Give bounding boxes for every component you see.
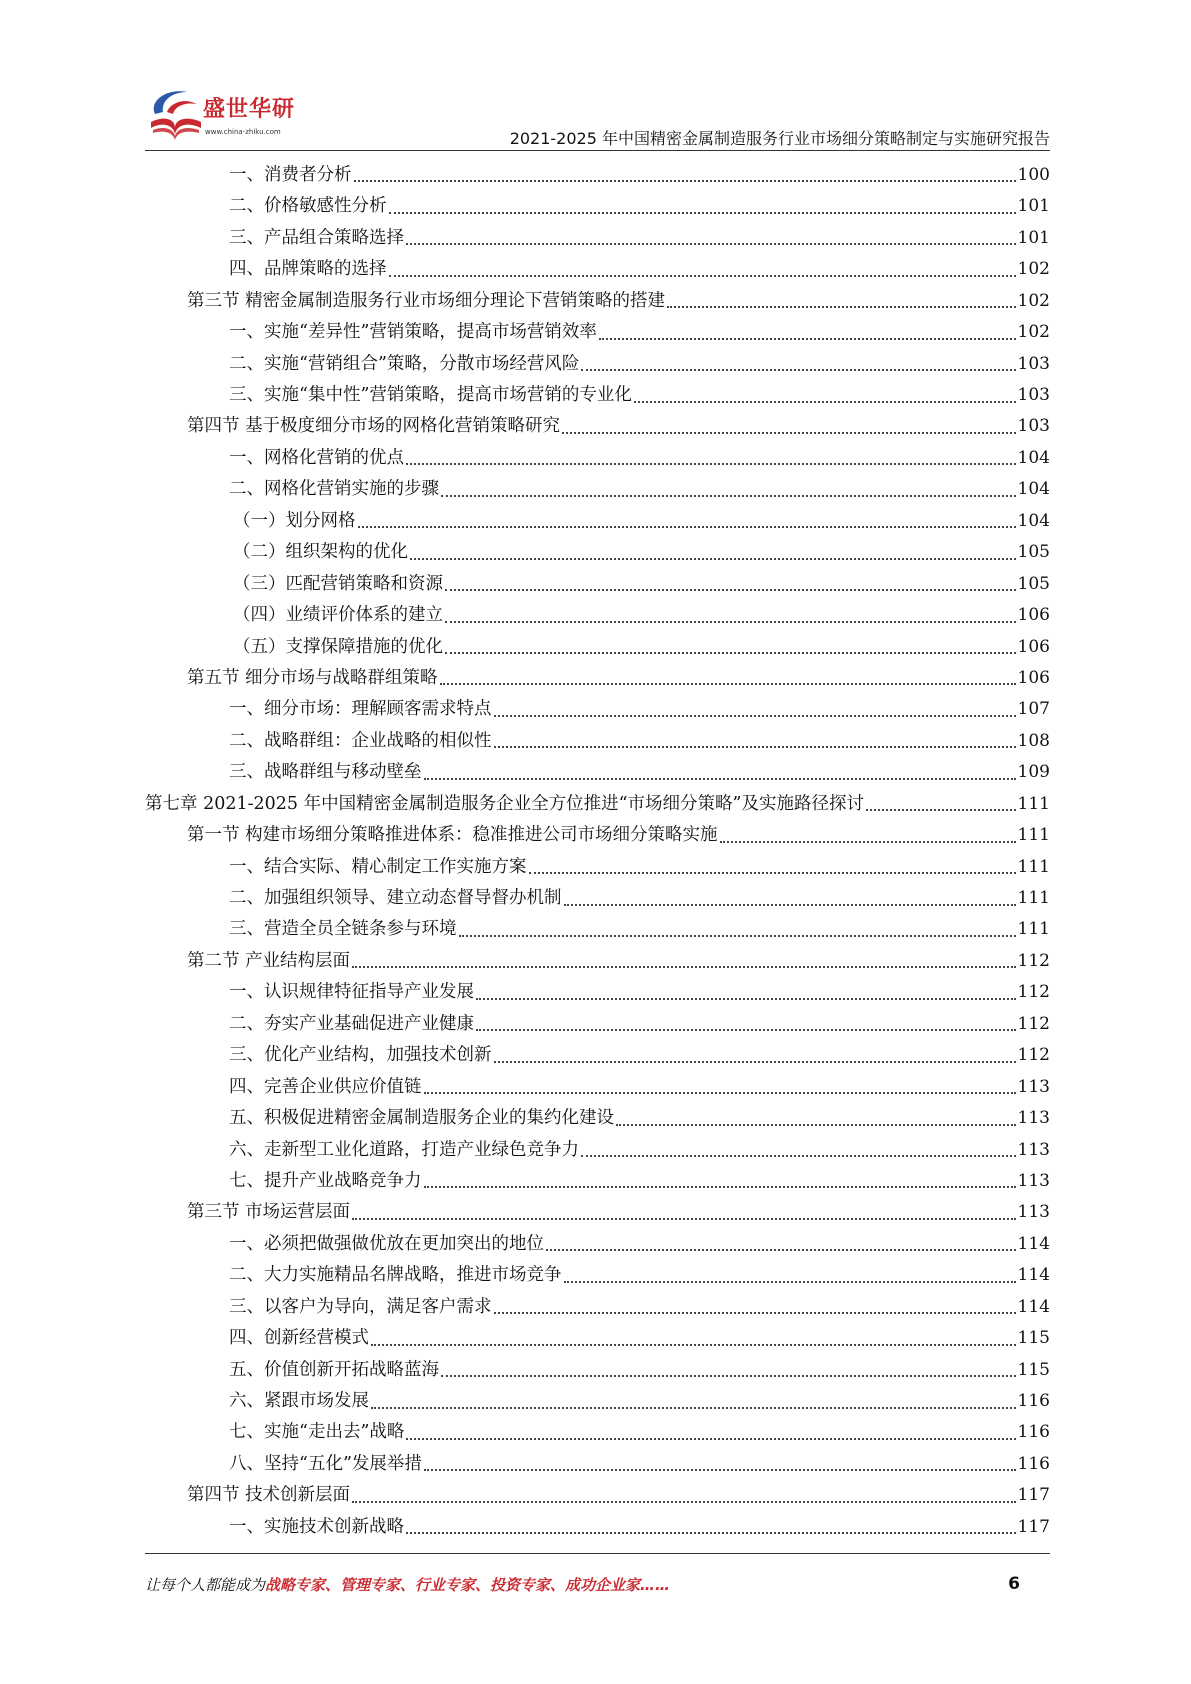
toc-entry-label: 二、战略群组：企业战略的相似性 <box>229 730 492 751</box>
toc-entry-page: 101 <box>1017 196 1050 217</box>
toc-leader-dots <box>476 1029 1016 1031</box>
page-footer <box>145 1574 1050 1600</box>
toc-entry-label: 一、实施技术创新战略 <box>229 1516 404 1537</box>
toc-leader-dots <box>371 1407 1016 1409</box>
toc-entry-page: 111 <box>1017 825 1050 846</box>
toc-entry-label: 三、产品组合策略选择 <box>229 227 404 248</box>
toc-entry[interactable] <box>145 694 1050 725</box>
toc-entry-page: 102 <box>1017 322 1050 343</box>
toc-entry-label: 二、网格化营销实施的步骤 <box>229 479 439 500</box>
toc-entry-label: 第一节 构建市场细分策略推进体系：稳准推进公司市场细分策略实施 <box>187 825 718 846</box>
toc-entry-page: 103 <box>1017 353 1050 374</box>
toc-entry-label: 二、大力实施精品名牌战略，推进市场竞争 <box>229 1265 562 1286</box>
toc-entry-label: （一）划分网格 <box>233 510 356 531</box>
toc-entry[interactable] <box>145 632 1050 663</box>
toc-entry[interactable] <box>145 1260 1050 1291</box>
toc-entry[interactable] <box>145 915 1050 946</box>
toc-entry-page: 114 <box>1017 1233 1050 1254</box>
toc-entry[interactable] <box>145 820 1050 851</box>
toc-entry-label: 第四节 技术创新层面 <box>187 1485 351 1506</box>
toc-entry[interactable] <box>145 191 1050 222</box>
toc-leader-dots <box>494 746 1016 748</box>
toc-entry-label: （三）匹配营销策略和资源 <box>233 573 443 594</box>
toc-entry-page: 113 <box>1017 1202 1050 1223</box>
toc-entry[interactable] <box>145 1418 1050 1449</box>
report-title: 2021-2025 年中国精密金属制造服务行业市场细分策略制定与实施研究报告 <box>509 129 1050 148</box>
toc-entry[interactable] <box>145 1072 1050 1103</box>
toc-leader-dots <box>424 778 1016 780</box>
toc-entry-label: 五、价值创新开拓战略蓝海 <box>229 1359 439 1380</box>
toc-entry-label: 二、加强组织领导、建立动态督导督办机制 <box>229 888 562 909</box>
toc-entry[interactable] <box>145 1166 1050 1197</box>
toc-entry-label: 三、优化产业结构，加强技术创新 <box>229 1045 492 1066</box>
toc-leader-dots <box>581 1155 1016 1157</box>
toc-entry[interactable] <box>145 1229 1050 1260</box>
toc-entry-label: 二、夯实产业基础促进产业健康 <box>229 1013 474 1034</box>
toc-entry-label: 一、实施“差异性”营销策略，提高市场营销效率 <box>229 322 597 343</box>
toc-entry-label: 四、品牌策略的选择 <box>229 259 387 280</box>
toc-entry-label: 二、价格敏感性分析 <box>229 196 387 217</box>
toc-entry-page: 111 <box>1017 856 1050 877</box>
toc-leader-dots <box>354 180 1016 182</box>
toc-leader-dots <box>406 243 1016 245</box>
toc-entry[interactable] <box>145 946 1050 977</box>
toc-leader-dots <box>440 683 1016 685</box>
toc-entry-page: 112 <box>1017 1013 1050 1034</box>
toc-entry[interactable] <box>145 1292 1050 1323</box>
company-logo <box>145 84 305 146</box>
toc-entry[interactable] <box>145 223 1050 254</box>
toc-leader-dots <box>866 809 1016 811</box>
page-header <box>145 78 1050 148</box>
toc-leader-dots <box>546 1249 1016 1251</box>
toc-entry-label: 第五节 细分市场与战略群组策略 <box>187 667 438 688</box>
toc-entry[interactable] <box>145 160 1050 191</box>
toc-entry-label: （四）业绩评价体系的建立 <box>233 605 443 626</box>
toc-leader-dots <box>352 966 1015 968</box>
toc-entry[interactable] <box>145 1386 1050 1417</box>
toc-leader-dots <box>371 1344 1016 1346</box>
toc-entry-label: 第三节 市场运营层面 <box>187 1202 351 1223</box>
toc-entry-page: 112 <box>1017 950 1050 971</box>
toc-leader-dots <box>406 463 1016 465</box>
toc-entry-label: 四、完善企业供应价值链 <box>229 1076 422 1097</box>
toc-entry-page: 107 <box>1017 699 1050 720</box>
toc-entry[interactable] <box>145 1355 1050 1386</box>
toc-entry-page: 101 <box>1017 227 1050 248</box>
toc-entry[interactable] <box>145 1449 1050 1480</box>
toc-entry[interactable] <box>145 506 1050 537</box>
toc-leader-dots <box>352 1218 1015 1220</box>
toc-entry-page: 117 <box>1017 1516 1050 1537</box>
toc-entry-page: 112 <box>1017 1045 1050 1066</box>
toc-leader-dots <box>358 526 1016 528</box>
toc-entry[interactable] <box>145 1040 1050 1071</box>
toc-entry-label: 一、认识规律特征指导产业发展 <box>229 982 474 1003</box>
toc-entry-page: 102 <box>1017 290 1050 311</box>
toc-leader-dots <box>599 338 1016 340</box>
toc-entry[interactable] <box>145 286 1050 317</box>
toc-entry[interactable] <box>145 1135 1050 1166</box>
toc-entry-page: 104 <box>1017 510 1050 531</box>
toc-entry[interactable] <box>145 852 1050 883</box>
toc-entry-page: 117 <box>1017 1485 1050 1506</box>
toc-entry-label: （五）支撑保障措施的优化 <box>233 636 443 657</box>
toc-leader-dots <box>529 872 1016 874</box>
toc-entry[interactable] <box>145 1480 1050 1511</box>
toc-leader-dots <box>389 275 1016 277</box>
toc-leader-dots <box>406 1532 1016 1534</box>
toc-entry-page: 100 <box>1017 164 1050 185</box>
toc-entry[interactable] <box>145 600 1050 631</box>
table-of-contents <box>145 160 1050 1543</box>
toc-entry-label: 六、紧跟市场发展 <box>229 1391 369 1412</box>
toc-entry[interactable] <box>145 412 1050 443</box>
toc-entry[interactable] <box>145 1197 1050 1228</box>
toc-entry-label: 一、必须把做强做优放在更加突出的地位 <box>229 1233 544 1254</box>
toc-leader-dots <box>667 306 1015 308</box>
toc-entry-page: 116 <box>1017 1453 1050 1474</box>
toc-entry[interactable] <box>145 443 1050 474</box>
toc-entry[interactable] <box>145 663 1050 694</box>
toc-entry-page: 103 <box>1017 416 1050 437</box>
footer-slogan-prefix: 让每个人都能成为 <box>145 1576 266 1594</box>
toc-entry-page: 115 <box>1017 1359 1050 1380</box>
toc-entry-page: 113 <box>1017 1139 1050 1160</box>
toc-entry-label: 八、坚持“五化”发展举措 <box>229 1453 422 1474</box>
toc-entry-page: 113 <box>1017 1170 1050 1191</box>
toc-entry-label: 七、实施“走出去”战略 <box>229 1422 405 1443</box>
toc-entry-label: 四、创新经营模式 <box>229 1328 369 1349</box>
toc-entry-label: 一、网格化营销的优点 <box>229 447 404 468</box>
toc-entry-label: 第七章 2021-2025 年中国精密金属制造服务企业全方位推进“市场细分策略”及实施路径探讨 <box>145 793 865 814</box>
toc-leader-dots <box>581 369 1015 371</box>
toc-entry-page: 108 <box>1017 730 1050 751</box>
toc-entry-page: 106 <box>1017 636 1050 657</box>
toc-entry-label: 六、走新型工业化道路，打造产业绿色竞争力 <box>229 1139 579 1160</box>
toc-leader-dots <box>494 715 1016 717</box>
toc-entry[interactable] <box>145 977 1050 1008</box>
toc-entry-label: 第二节 产业结构层面 <box>187 950 351 971</box>
toc-entry-label: 三、战略群组与移动壁垒 <box>229 762 422 783</box>
brand-name: 盛世华研 <box>203 97 296 122</box>
toc-entry[interactable] <box>145 726 1050 757</box>
toc-entry-label: 二、实施“营销组合”策略，分散市场经营风险 <box>229 353 580 374</box>
toc-entry[interactable] <box>145 349 1050 380</box>
toc-leader-dots <box>476 998 1016 1000</box>
book-swirl-logo-icon <box>145 84 205 146</box>
toc-entry-label: 三、实施“集中性”营销策略，提高市场营销的专业化 <box>229 385 632 406</box>
toc-entry[interactable] <box>145 789 1050 820</box>
toc-entry-page: 116 <box>1017 1391 1050 1412</box>
toc-leader-dots <box>494 1312 1016 1314</box>
toc-leader-dots <box>616 1124 1016 1126</box>
toc-leader-dots <box>389 212 1016 214</box>
toc-entry-page: 113 <box>1017 1076 1050 1097</box>
toc-entry[interactable] <box>145 1512 1050 1543</box>
toc-entry-label: 五、积极促进精密金属制造服务企业的集约化建设 <box>229 1108 614 1129</box>
toc-entry-page: 111 <box>1017 888 1050 909</box>
toc-leader-dots <box>459 935 1016 937</box>
toc-entry-label: 一、消费者分析 <box>229 164 352 185</box>
toc-leader-dots <box>720 841 1016 843</box>
toc-entry-page: 109 <box>1017 762 1050 783</box>
toc-leader-dots <box>445 621 1016 623</box>
toc-leader-dots <box>445 652 1016 654</box>
toc-leader-dots <box>441 495 1016 497</box>
toc-entry[interactable] <box>145 1009 1050 1040</box>
toc-entry-page: 105 <box>1017 542 1050 563</box>
toc-leader-dots <box>424 1092 1016 1094</box>
toc-entry[interactable] <box>145 757 1050 788</box>
toc-entry-label: 三、以客户为导向，满足客户需求 <box>229 1296 492 1317</box>
toc-entry-page: 105 <box>1017 573 1050 594</box>
toc-entry[interactable] <box>145 254 1050 285</box>
toc-leader-dots <box>410 558 1016 560</box>
toc-entry-label: 第四节 基于极度细分市场的网格化营销策略研究 <box>187 416 561 437</box>
toc-entry[interactable] <box>145 380 1050 411</box>
toc-leader-dots <box>564 904 1016 906</box>
toc-entry[interactable] <box>145 537 1050 568</box>
toc-entry-page: 102 <box>1017 259 1050 280</box>
toc-entry-label: 三、营造全员全链条参与环境 <box>229 919 457 940</box>
header-divider <box>145 150 1050 151</box>
toc-leader-dots <box>352 1501 1015 1503</box>
footer-slogan-roles: 战略专家、管理专家、行业专家、投资专家、成功企业家…… <box>265 1576 671 1594</box>
toc-entry-label: 七、提升产业战略竞争力 <box>229 1170 422 1191</box>
toc-leader-dots <box>424 1186 1016 1188</box>
toc-entry-page: 115 <box>1017 1328 1050 1349</box>
toc-entry[interactable] <box>145 1103 1050 1134</box>
toc-entry[interactable] <box>145 317 1050 348</box>
toc-entry-page: 112 <box>1017 982 1050 1003</box>
toc-entry-page: 104 <box>1017 479 1050 500</box>
footer-divider <box>145 1553 1050 1554</box>
toc-entry-label: 一、结合实际、精心制定工作实施方案 <box>229 856 527 877</box>
brand-url: www.china-zhiku.com <box>205 128 281 136</box>
toc-leader-dots <box>562 432 1015 434</box>
toc-entry-page: 104 <box>1017 447 1050 468</box>
toc-leader-dots <box>406 1438 1015 1440</box>
toc-entry[interactable] <box>145 883 1050 914</box>
toc-leader-dots <box>424 1469 1016 1471</box>
toc-entry-page: 114 <box>1017 1296 1050 1317</box>
toc-entry[interactable] <box>145 569 1050 600</box>
toc-entry-page: 106 <box>1017 667 1050 688</box>
toc-entry-page: 111 <box>1017 919 1050 940</box>
toc-entry-page: 106 <box>1017 605 1050 626</box>
toc-entry[interactable] <box>145 474 1050 505</box>
toc-entry-page: 116 <box>1017 1422 1050 1443</box>
toc-leader-dots <box>494 1061 1016 1063</box>
toc-entry-label: （二）组织架构的优化 <box>233 542 408 563</box>
toc-entry-page: 111 <box>1017 793 1050 814</box>
page-number: 6 <box>1008 1574 1020 1594</box>
toc-entry-page: 114 <box>1017 1265 1050 1286</box>
toc-leader-dots <box>445 589 1016 591</box>
toc-entry-label: 第三节 精密金属制造服务行业市场细分理论下营销策略的搭建 <box>187 290 666 311</box>
toc-leader-dots <box>441 1375 1016 1377</box>
toc-leader-dots <box>634 401 1016 403</box>
toc-leader-dots <box>564 1281 1016 1283</box>
toc-entry-page: 103 <box>1017 385 1050 406</box>
toc-entry-label: 一、细分市场：理解顾客需求特点 <box>229 699 492 720</box>
toc-entry-page: 113 <box>1017 1108 1050 1129</box>
toc-entry[interactable] <box>145 1323 1050 1354</box>
